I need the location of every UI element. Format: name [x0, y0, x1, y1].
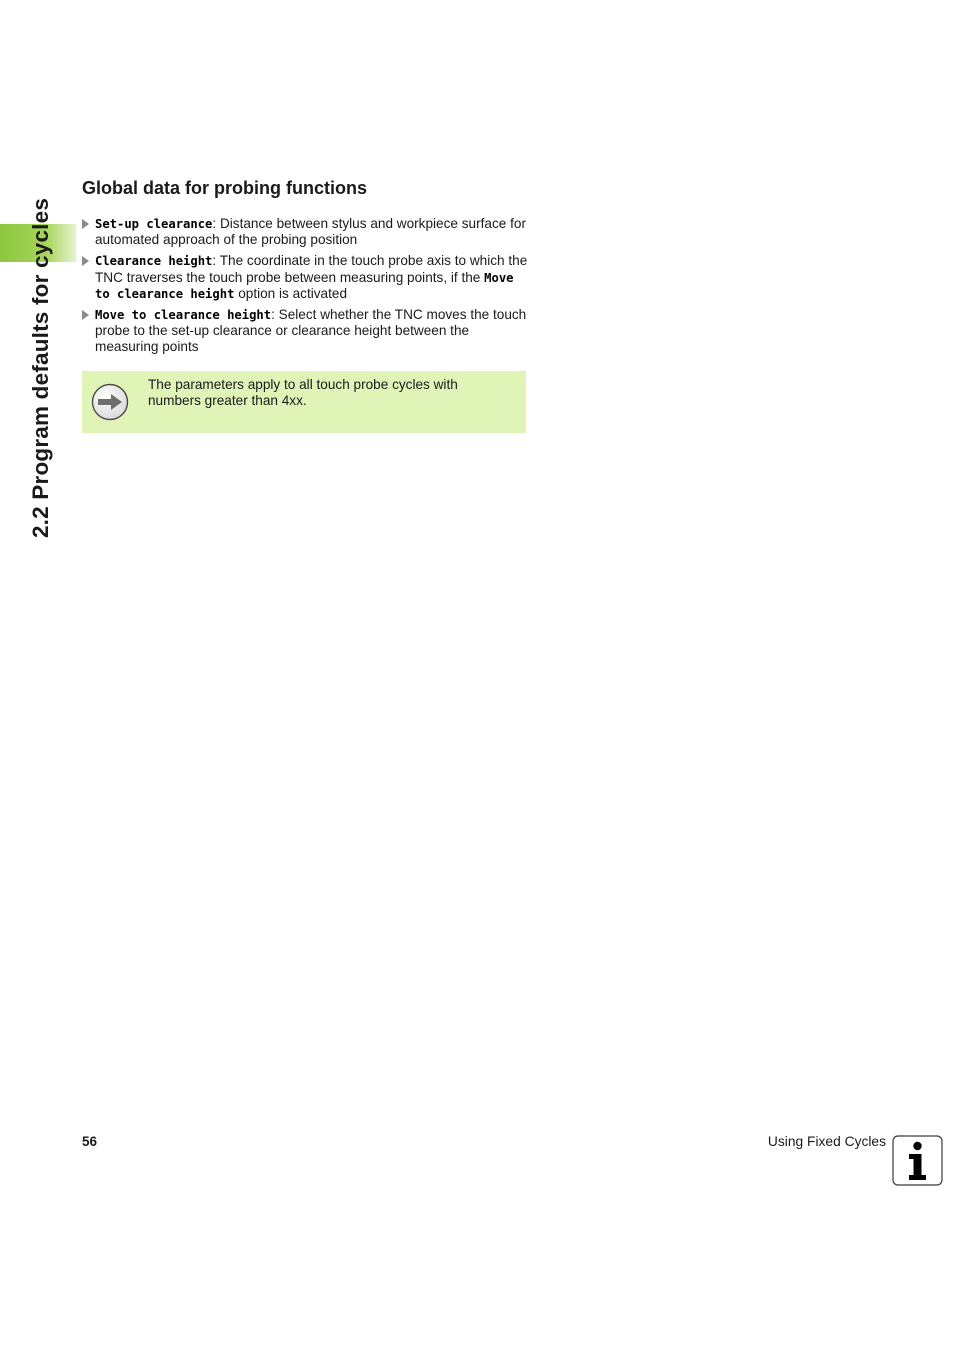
list-item-clearance-height — [82, 253, 528, 302]
parameter-description: : The coordinate in the touch probe axis to which the TNC traverses the touch probe between measuring points, if the — [95, 253, 528, 285]
parameter-description: : Select whether the TNC moves the touch probe to the set-up clearance or clearance height between the measuring points — [95, 307, 527, 355]
triangle-bullet-icon — [82, 219, 89, 229]
parameter-name: Clearance height — [95, 254, 213, 269]
list-item-setup-clearance — [82, 216, 528, 248]
triangle-bullet-icon — [82, 256, 89, 266]
triangle-bullet-icon — [82, 310, 89, 320]
note-box — [82, 371, 526, 433]
list-item-move-to-clearance — [82, 307, 528, 356]
page-number: 56 — [82, 1134, 98, 1149]
parameter-name: Set-up clearance — [95, 217, 213, 231]
option-name: Move to clearance height — [95, 270, 514, 301]
info-icon — [892, 1135, 943, 1186]
parameter-list — [82, 216, 528, 361]
footer-chapter-title: Using Fixed Cycles — [767, 1134, 886, 1149]
parameter-description: : Distance between stylus and workpiece surface for automated approach of the probing position — [95, 216, 526, 248]
section-heading: Global data for probing functions — [82, 178, 367, 198]
parameter-description-end: option is activated — [234, 285, 348, 301]
chapter-side-title: 2.2 Program defaults for cycles — [28, 197, 53, 539]
arrow-right-icon — [91, 383, 129, 421]
note-text: The parameters apply to all touch probe cycles with numbers greater than 4xx. — [148, 377, 458, 409]
parameter-name: Move to clearance height — [95, 308, 272, 323]
